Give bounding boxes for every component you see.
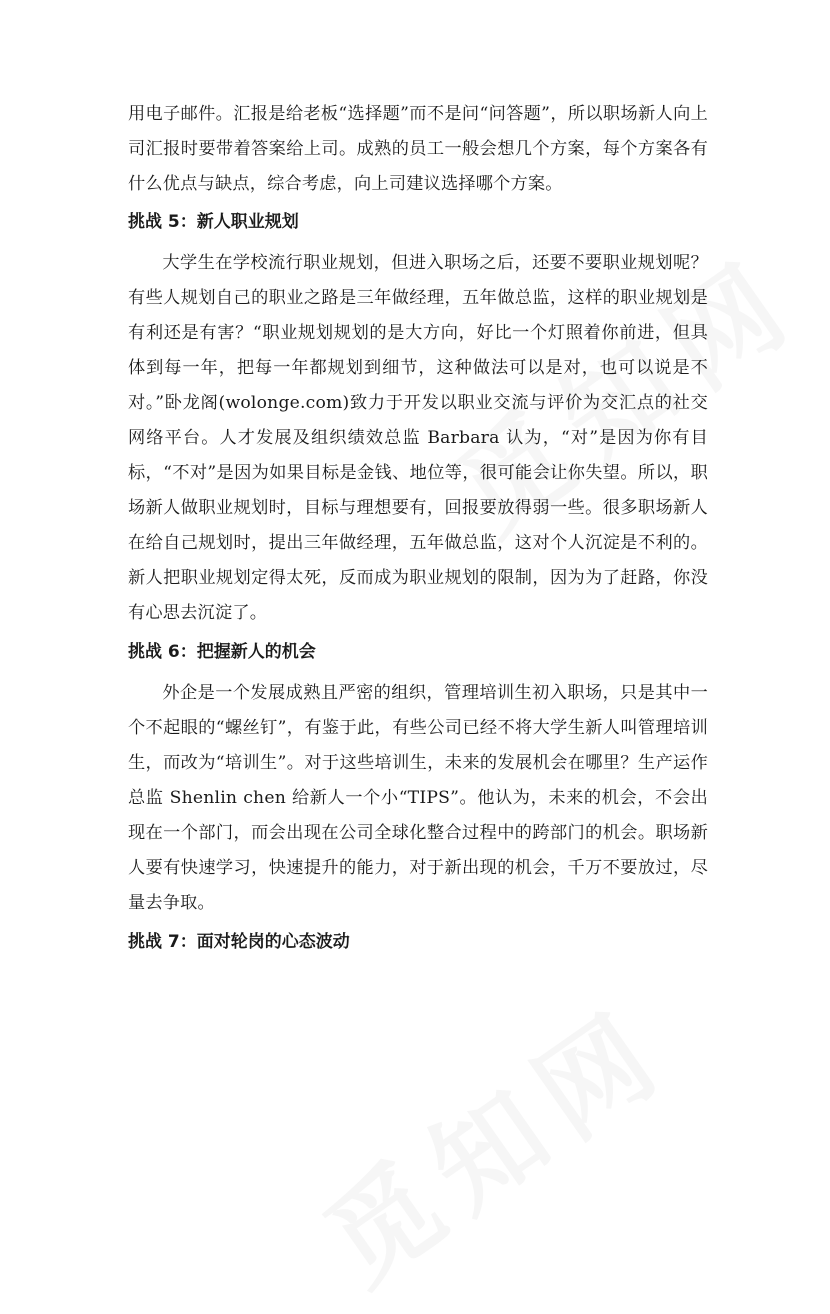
paragraph: 外企是一个发展成熟且严密的组织，管理培训生初入职场，只是其中一个不起眼的“螺丝钉”，有鉴于此，有些公司已经不将大学生新人叫管理培训生，而改为“培训生”。对于这些培训生，未来的发展机会在哪里？生产运作总监 Shenlin chen 给新人一个小“TIPS”。他认为，未来的机会，不会出现在一个部门，而会出现在公司全球化整合过程中的跨部门的机会。职场新人要有快速学习，快速提升的能力，对于新出现的机会，千万不要放过，尽量去争取。	[128, 683, 708, 913]
document-body	[128, 97, 708, 966]
section-heading: 挑战 7：面对轮岗的心态波动	[128, 932, 350, 952]
paragraph: 大学生在学校流行职业规划，但进入职场之后，还要不要职业规划呢？有些人规划自己的职业之路是三年做经理，五年做总监，这样的职业规划是有利还是有害？“职业规划规划的是大方向，好比一个灯照着你前进，但具体到每一年，把每一年都规划到细节，这种做法可以是对，也可以说是不对。”卧龙阁(wolonge.com)致力于开发以职业交流与评价为交汇点的社交网络平台。人才发展及组织绩效总监 Barbara 认为，“对”是因为你有目标，“不对”是因为如果目标是金钱、地位等，很可能会让你失望。所以，职场新人做职业规划时，目标与理想要有，回报要放得弱一些。很多职场新人在给自己规划时，提出三年做经理，五年做总监，这对个人沉淀是不利的。新人把职业规划定得太死，反而成为职业规划的限制，因为为了赶路，你没有心思去沉淀了。	[128, 253, 708, 623]
section-heading: 挑战 6：把握新人的机会	[128, 642, 316, 662]
section-heading: 挑战 5：新人职业规划	[128, 212, 299, 232]
paragraph: 用电子邮件。汇报是给老板“选择题”而不是问“问答题”，所以职场新人向上司汇报时要带着答案给上司。成熟的员工一般会想几个方案，每个方案各有什么优点与缺点，综合考虑，向上司建议选择哪个方案。	[128, 104, 708, 194]
watermark	[289, 964, 694, 1314]
